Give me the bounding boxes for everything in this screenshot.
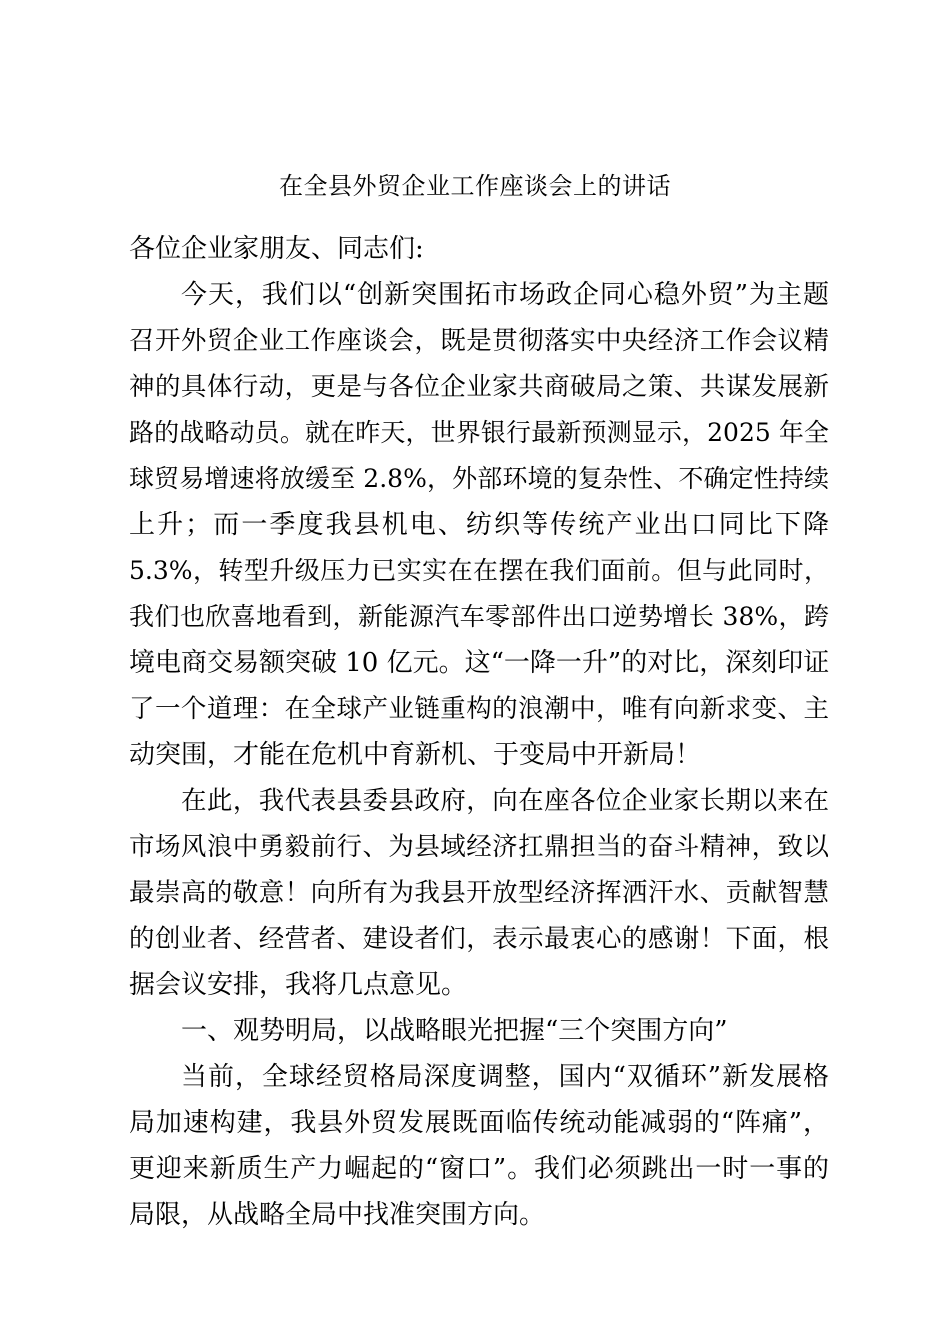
- document-body: [129, 226, 829, 1238]
- body-line: 各位企业家朋友、同志们:: [129, 234, 424, 264]
- body-line: 当前，全球经贸格局深度调整，国内“双循环”新发展格: [181, 1062, 829, 1092]
- body-line: 我们也欣喜地看到，新能源汽车零部件出口逆势增长 38%，跨: [129, 602, 829, 631]
- body-line: 今天，我们以“创新突围拓市场政企同心稳外贸”为主题: [181, 280, 829, 310]
- body-line: 动突围，才能在危机中育新机、于变局中开新局！: [129, 740, 702, 770]
- body-line: 球贸易增速将放缓至 2.8%，外部环境的复杂性、不确定性持续: [129, 464, 829, 493]
- document-title: 在全县外贸企业工作座谈会上的讲话: [279, 172, 671, 200]
- body-line: 局加速构建，我县外贸发展既面临传统动能减弱的“阵痛”，: [129, 1108, 829, 1138]
- body-line: 据会议安排，我将几点意见。: [129, 970, 468, 1000]
- body-line: 5.3%，转型升级压力已实实在在摆在我们面前。但与此同时，: [129, 556, 829, 585]
- body-line: 在此，我代表县委县政府，向在座各位企业家长期以来在: [181, 786, 829, 816]
- body-line: 的创业者、经营者、建设者们，表示最衷心的感谢！下面，根: [129, 924, 829, 954]
- body-line: 召开外贸企业工作座谈会，既是贯彻落实中央经济工作会议精: [129, 326, 829, 356]
- body-line: 市场风浪中勇毅前行、为县域经济扛鼎担当的奋斗精神，致以: [129, 832, 829, 862]
- body-line: 最崇高的敬意！向所有为我县开放型经济挥洒汗水、贡献智慧: [129, 878, 829, 908]
- body-line: 更迎来新质生产力崛起的“窗口”。我们必须跳出一时一事的: [129, 1154, 829, 1184]
- body-line: 境电商交易额突破 10 亿元。这“一降一升”的对比，深刻印证: [129, 648, 830, 678]
- body-line: 了一个道理：在全球产业链重构的浪潮中，唯有向新求变、主: [129, 694, 829, 724]
- body-line: 路的战略动员。就在昨天，世界银行最新预测显示，2025 年全: [129, 418, 829, 447]
- body-line: 局限，从战略全局中找准突围方向。: [129, 1200, 546, 1230]
- body-line: 上升；而一季度我县机电、纺织等传统产业出口同比下降: [129, 510, 829, 540]
- body-line: 一、观势明局，以战略眼光把握“三个突围方向”: [181, 1016, 728, 1046]
- body-line: 神的具体行动，更是与各位企业家共商破局之策、共谋发展新: [129, 372, 829, 402]
